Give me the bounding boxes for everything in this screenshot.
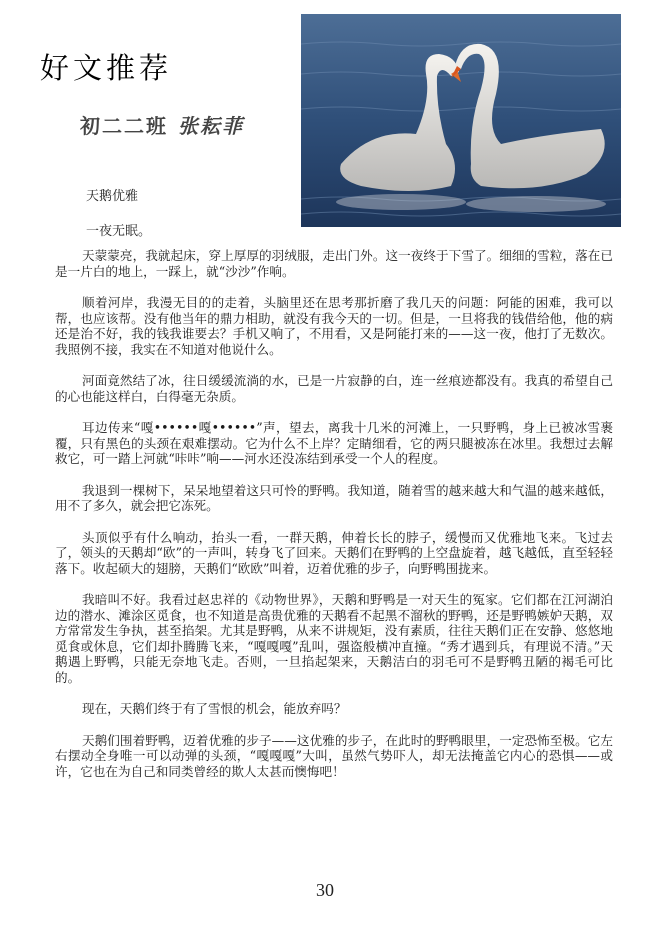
paragraph: 我退到一棵树下，呆呆地望着这只可怜的野鸭。我知道，随着雪的越来越大和气温的越来越低，用不了多久，就会把它冻死。 xyxy=(55,482,613,513)
author-line xyxy=(80,110,244,139)
paragraph: 天鹅们围着野鸭，迈着优雅的步子——这优雅的步子，在此时的野鸭眼里，一定恐怖至极。它左右摆动全身唯一可以动弹的头颈，“嘎嘎嘎”大叫，虽然气势吓人，却无法掩盖它内心的恐惧——或许，它也在为自己和同类曾经的欺人太甚而懊悔吧！ xyxy=(55,732,613,779)
paragraph: 耳边传来“嘎••••••嘎••••••”声，望去，离我十几米的河滩上，一只野鸭，身上已被冰雪裹覆，只有黑色的头颈在艰难摆动。它为什么不上岸？定睛细看，它的两只腿被冻在冰里。我想过去解救它，可一踏上河就“咔咔”响——河水还没冻结到承受一个人的程度。 xyxy=(55,420,613,466)
author-name: 张耘菲 xyxy=(178,114,244,138)
story-title: 天鹅优雅 xyxy=(86,189,139,204)
paragraph: 头顶似乎有什么响动，抬头一看，一群天鹅，伸着长长的脖子，缓慢而又优雅地飞来。飞过去了，领头的天鹅却“欧”的一声叫，转身飞了回来。天鹅们在野鸭的上空盘旋着，越飞越低，直至轻轻落下。收起硕大的翅膀，天鹅们“欧欧”叫着，迈着优雅的步子，向野鸭围拢来。 xyxy=(55,529,613,576)
paragraph: 河面竟然结了冰，往日缓缓流淌的水，已是一片寂静的白，连一丝痕迹都没有。我真的希望自己的心也能这样白，白得毫无杂质。 xyxy=(55,373,613,404)
paragraph: 天蒙蒙亮，我就起床，穿上厚厚的羽绒服，走出门外。这一夜终于下雪了。细细的雪粒，落在已是一片白的地上，一踩上，就“沙沙”作响。 xyxy=(55,248,613,279)
story-body xyxy=(55,248,613,795)
paragraph: 我暗叫不好。我看过赵忠祥的《动物世界》，天鹅和野鸭是一对天生的冤家。它们都在江河湖泊边的潜水、滩涂区觅食，也不知道是高贵优雅的天鹅看不起黑不溜秋的野鸭，还是野鸭嫉妒天鹅，双方常常发生争执，甚至掐架。尤其是野鸭，从来不讲规矩，没有素质，往往天鹅们正在安静、悠悠地觅食或休息，它们却扑腾腾飞来，“嘎嘎嘎”乱叫，强盗般横冲直撞。“秀才遇到兵，有理说不清。”天鹅遇上野鸭，只能无奈地飞走。否则，一旦掐起架来，天鹅洁白的羽毛可不是野鸭丑陋的褐毛可比的。 xyxy=(55,592,613,685)
page-title: 好文推荐 xyxy=(40,51,173,85)
paragraph: 顺着河岸，我漫无目的的走着，头脑里还在思考那折磨了我几天的问题：阿能的困难，我可以帮，也应该帮。没有他当年的鼎力相助，就没有我今天的一切。但是，一旦将我的钱借给他，他的病还是治不好，我的钱我谁要去？手机又响了，不用看，又是阿能打来的——这一夜，他打了无数次。我照例不接，我实在不知道对他说什么。 xyxy=(55,295,613,357)
swans-heart-image xyxy=(301,14,621,227)
story-first-line: 一夜无眠。 xyxy=(86,224,152,239)
class-name: 初二二班 xyxy=(80,114,168,138)
paragraph: 现在，天鹅们终于有了雪恨的机会，能放弃吗？ xyxy=(82,701,347,716)
page-number: 30 xyxy=(316,880,334,900)
